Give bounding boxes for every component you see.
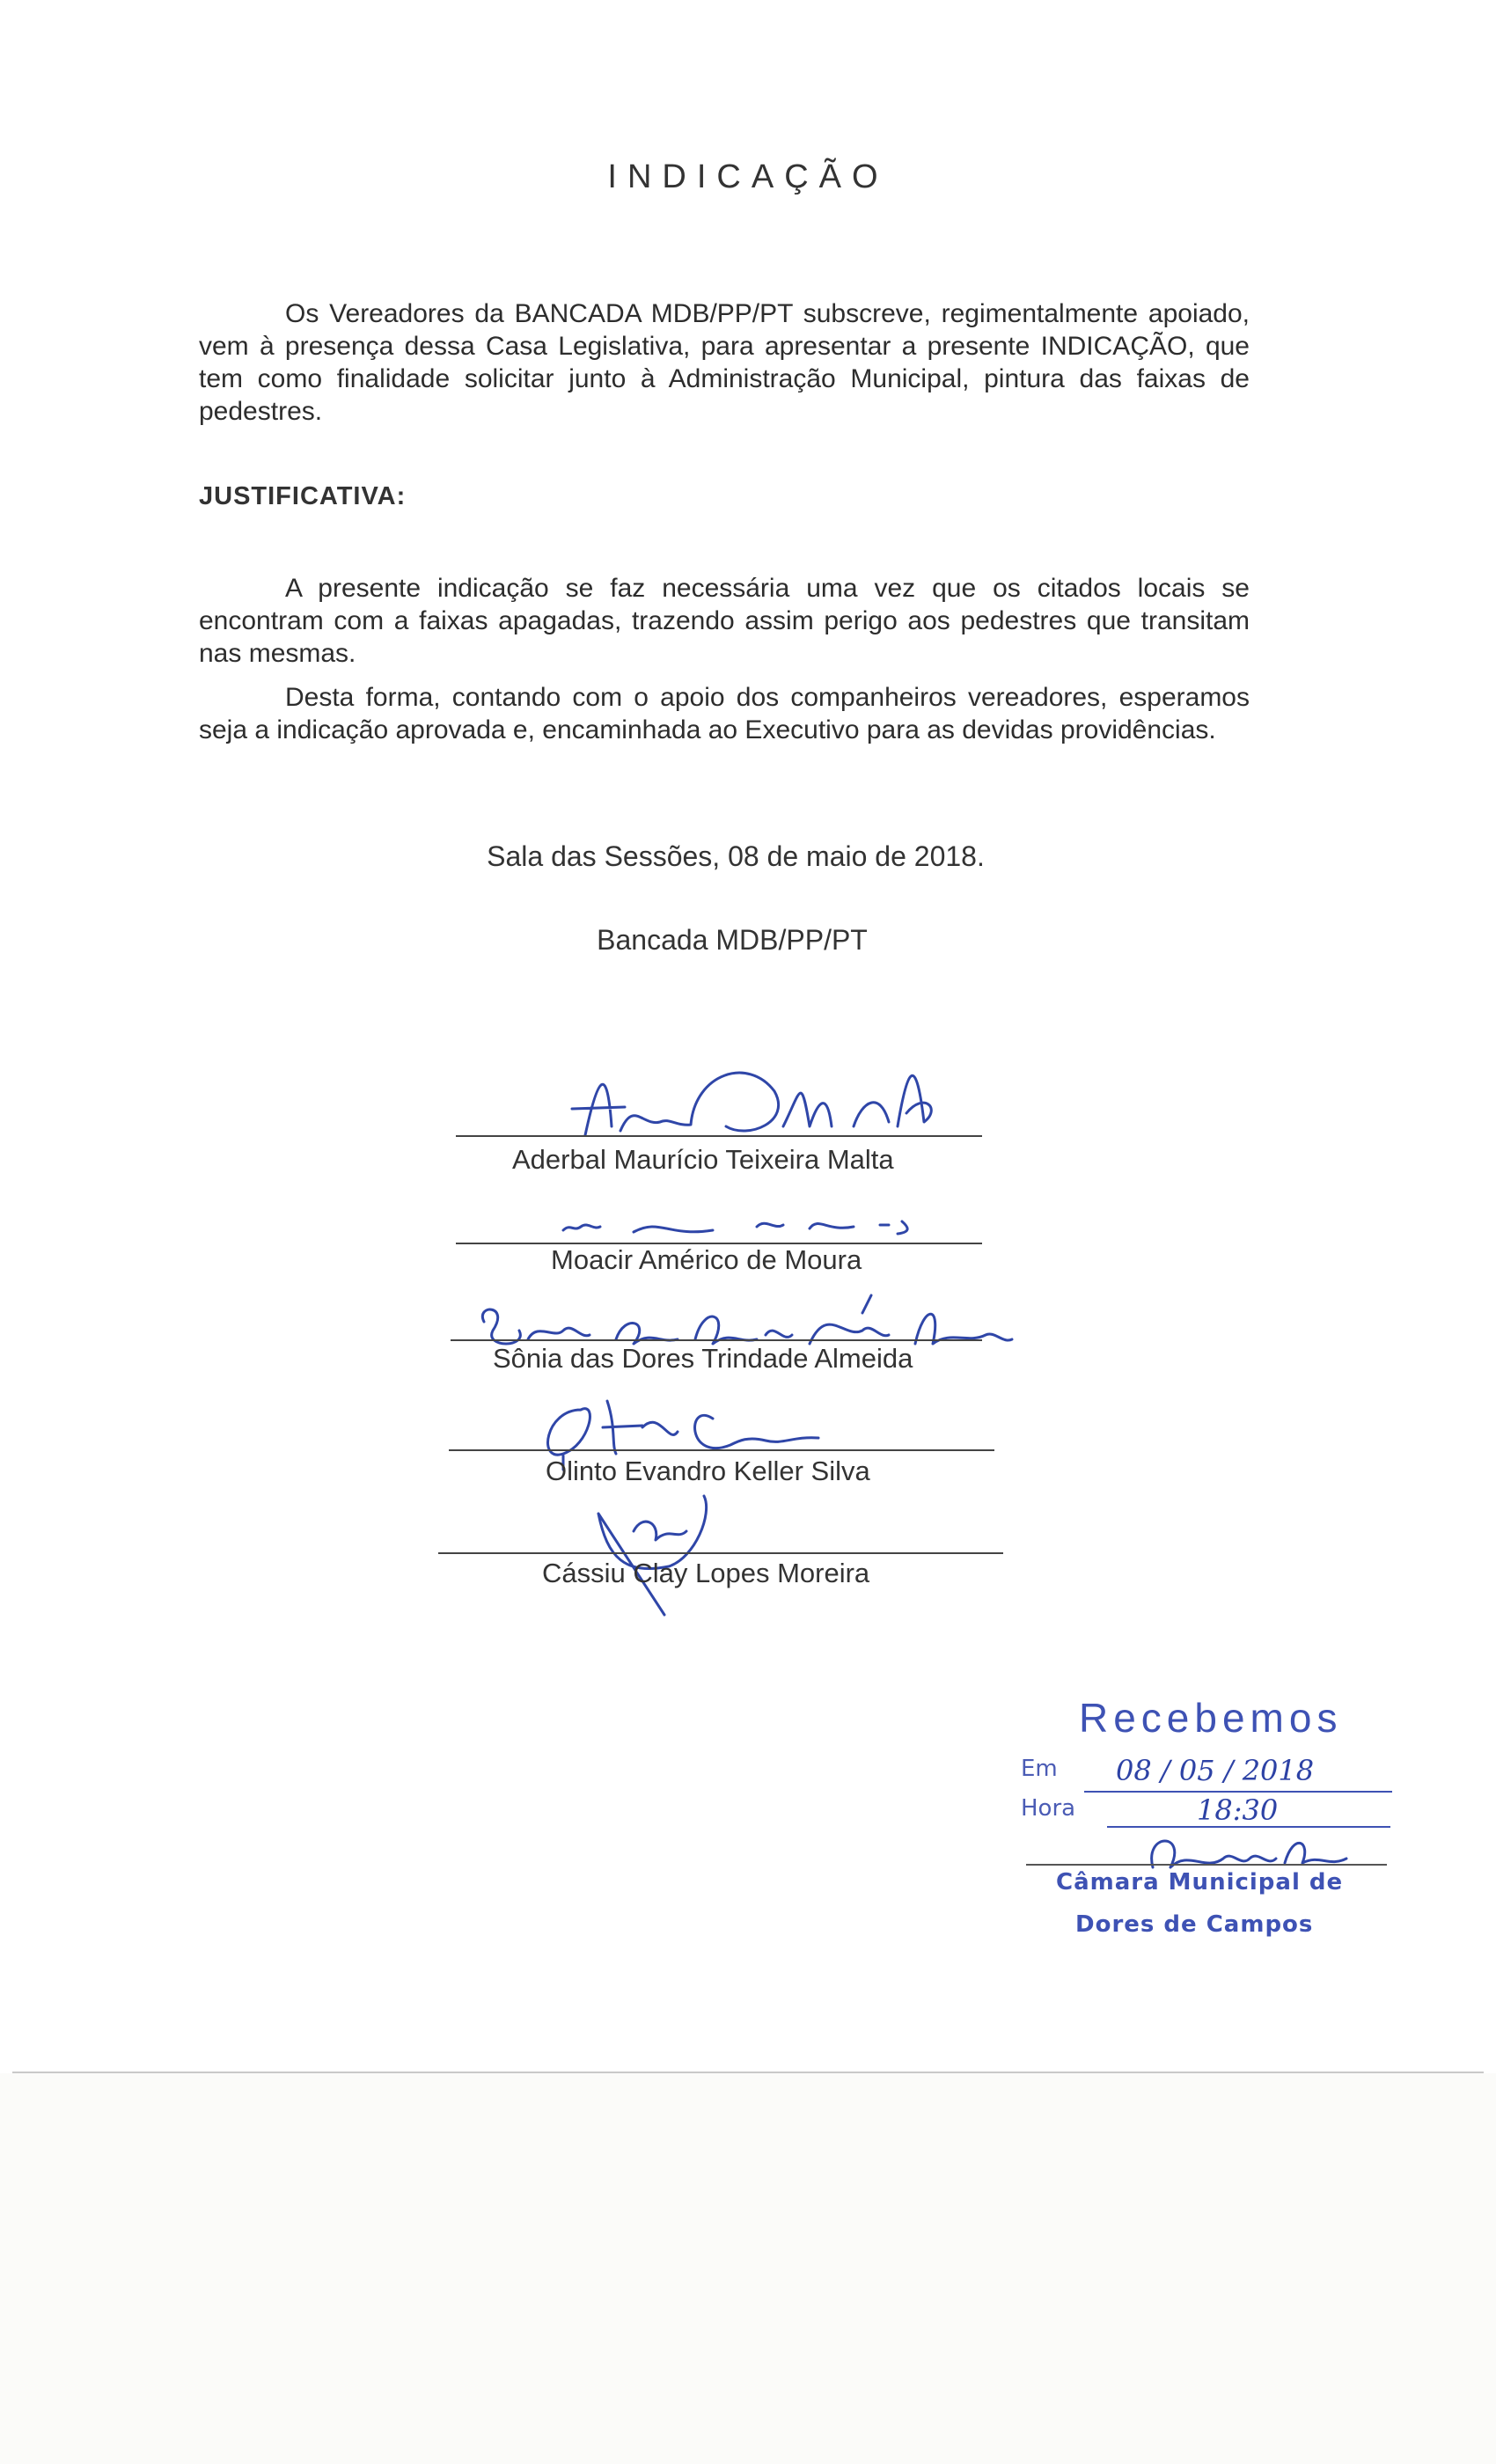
signature-3-line <box>451 1339 982 1341</box>
stamp-date-line <box>1084 1791 1392 1793</box>
stamp-time-value: 18:30 <box>1197 1793 1279 1827</box>
blank-lower-area <box>0 2073 1496 2464</box>
stamp-signature-scribble <box>1135 1823 1364 1876</box>
signature-2-scribble <box>563 1211 933 1246</box>
signature-4-line <box>449 1449 994 1451</box>
signatory-5-name: Cássiu Clay Lopes Moreira <box>542 1558 870 1588</box>
justification-text-1: A presente indicação se faz necessária uma vez que os citados locais se encontram com a faixas apagadas, trazendo assim perigo aos pedestres que transitam nas mesmas. <box>199 574 1250 668</box>
stamp-date-label: Em <box>1021 1756 1058 1782</box>
signature-5-scribble <box>581 1478 739 1619</box>
stamp-title: Recebemos <box>1079 1695 1343 1741</box>
signatory-3-name: Sônia das Dores Trindade Almeida <box>493 1343 913 1374</box>
signature-5-line <box>438 1552 1003 1554</box>
place-date: Sala das Sessões, 08 de maio de 2018. <box>487 840 985 872</box>
signature-1-line <box>456 1135 982 1137</box>
stamp-org-line1: Câmara Municipal de <box>1056 1869 1344 1896</box>
signatory-2-name: Moacir Américo de Moura <box>551 1244 862 1275</box>
signatory-1-name: Aderbal Maurício Teixeira Malta <box>512 1144 894 1175</box>
group-name: Bancada MDB/PP/PT <box>597 924 868 956</box>
signature-1-scribble <box>537 1038 933 1144</box>
stamp-date-value: 08 / 05 / 2018 <box>1116 1754 1315 1787</box>
stamp-org-line2: Dores de Campos <box>1075 1911 1314 1938</box>
document-title: INDICAÇÃO <box>607 158 889 195</box>
justification-paragraph-2 <box>199 681 1250 746</box>
stamp-signature-line <box>1026 1864 1387 1866</box>
justification-heading: JUSTIFICATIVA: <box>199 482 407 510</box>
intro-paragraph <box>199 297 1250 428</box>
signatory-4-name: Olinto Evandro Keller Silva <box>546 1456 870 1486</box>
justification-text-2: Desta forma, contando com o apoio dos companheiros vereadores, esperamos seja a indicação aprovada e, encaminhada ao Executivo para as devidas providências. <box>199 683 1250 744</box>
justification-paragraph-1 <box>199 572 1250 670</box>
stamp-time-label: Hora <box>1021 1795 1076 1822</box>
intro-text: Os Vereadores da BANCADA MDB/PP/PT subscreve, regimentalmente apoiado, vem à presença dessa Casa Legislativa, para apresentar a presente INDICAÇÃO, que tem como finalidade solicitar junto à Administração Municipal, pintura das faixas de pedestres. <box>199 299 1250 426</box>
